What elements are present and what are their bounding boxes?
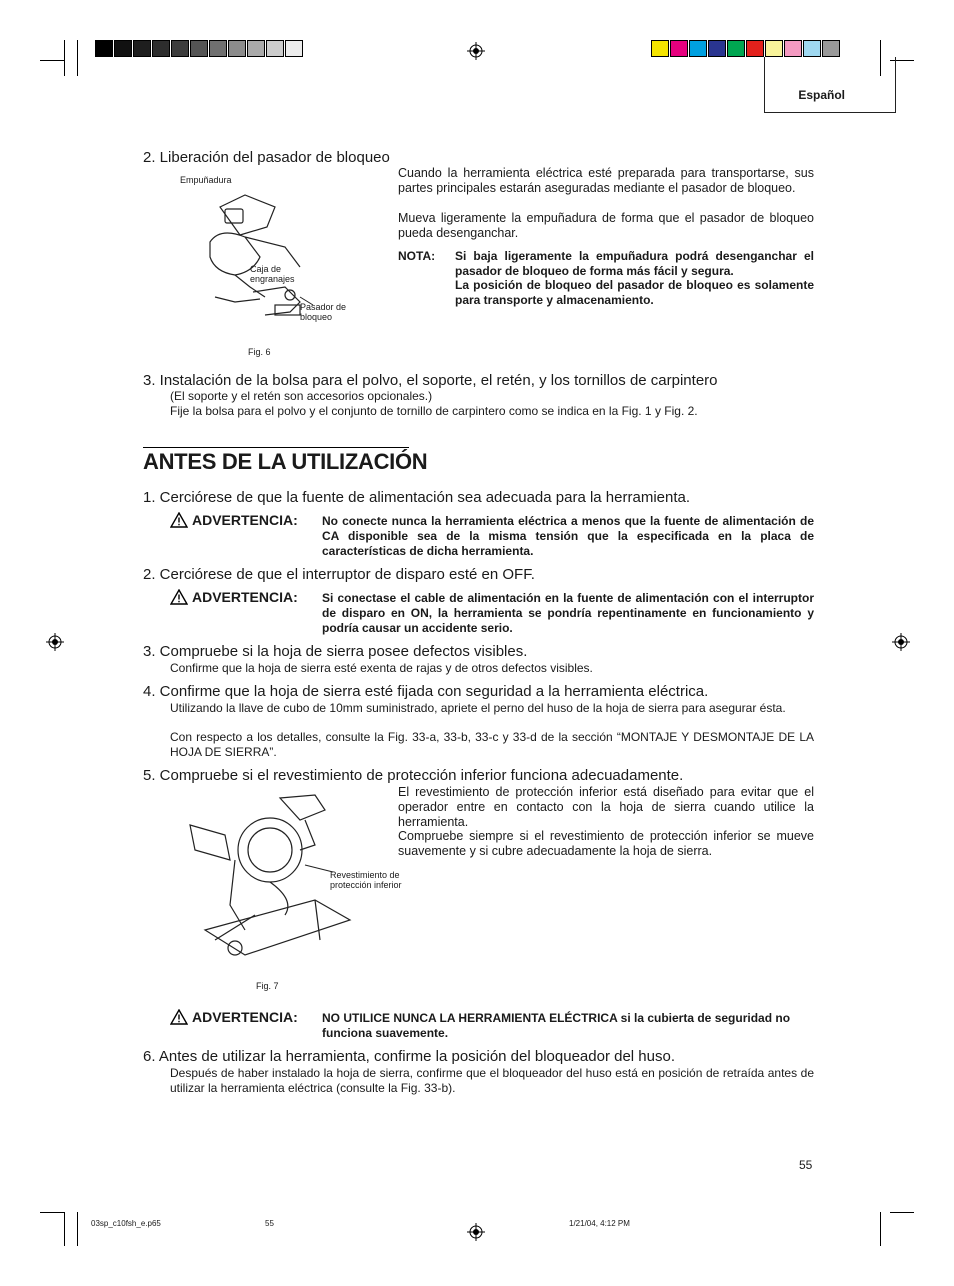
color-swatch — [247, 40, 265, 57]
list-item: 1. Cerciórese de que la fuente de alimentación sea adecuada para la herramienta. — [143, 489, 691, 506]
warning-text: NO UTILICE NUNCA LA HERRAMIENTA ELÉCTRICA si la cubierta de seguridad no funciona suavemente. — [322, 1011, 791, 1040]
list-item: 4. Confirme que la hoja de sierra esté fijada con seguridad a la herramienta eléctrica. — [143, 683, 709, 700]
paragraph: Fije la bolsa para el polvo y el conjunto de tornillo de carpintero como se indica en la Fig. 1 y Fig. 2. — [170, 404, 698, 418]
paragraph: Después de haber instalado la hoja de sierra, confirme que el bloqueador del huso está en posición de retraída antes de utilizar la herramienta eléctrica (consulte la Fig. 33-b). — [170, 1066, 814, 1095]
paragraph: Mueva ligeramente la empuñadura de forma que el pasador de bloqueo pueda desenganchar. — [398, 211, 814, 240]
color-swatch — [651, 40, 669, 57]
warning-text: No conecte nunca la herramienta eléctrica a menos que la fuente de alimentación de CA disponible sea de la misma tensión que la especificada en la placa de características de dicha herramienta. — [322, 514, 814, 558]
list-item: 5. Compruebe si el revestimiento de protección inferior funciona adecuadamente. — [143, 767, 684, 784]
note-text: La posición de bloqueo del pasador de bloqueo es solamente para transporte y almacenamiento. — [455, 278, 814, 307]
color-swatch — [171, 40, 189, 57]
warning-triangle-icon — [170, 589, 188, 605]
figure-7 — [180, 790, 415, 965]
paragraph: Compruebe siempre si el revestimiento de protección inferior se mueve suavemente y si cubre adecuadamente la hoja de sierra. — [398, 829, 814, 858]
slug-page: 55 — [265, 1219, 274, 1228]
registration-mark-icon — [467, 42, 485, 60]
warning-heading — [170, 589, 298, 605]
color-swatch — [114, 40, 132, 57]
warning-label: ADVERTENCIA: — [192, 589, 298, 605]
page-title: ANTES DE LA UTILIZACIÓN — [143, 449, 428, 474]
color-swatch — [708, 40, 726, 57]
color-swatch — [95, 40, 113, 57]
warning-text: Si conectase el cable de alimentación en la fuente de alimentación con el interruptor de disparo en ON, la herramienta se pondría repentinamente en funcionamiento y podría causar un accidente serio. — [322, 591, 814, 635]
warning-triangle-icon — [170, 512, 188, 528]
color-swatch — [133, 40, 151, 57]
language-label: Español — [798, 88, 845, 102]
color-swatch — [670, 40, 688, 57]
warning-triangle-icon — [170, 1009, 188, 1025]
color-swatch — [209, 40, 227, 57]
language-tab — [764, 57, 896, 113]
warning-heading — [170, 512, 298, 528]
figure-caption: Fig. 6 — [248, 347, 271, 357]
slug-file: 03sp_c10fsh_e.p65 — [91, 1219, 161, 1228]
registration-mark-icon — [892, 633, 910, 651]
warning-heading — [170, 1009, 298, 1025]
color-swatch — [190, 40, 208, 57]
subheading: (El soporte y el retén son accesorios opcionales.) — [170, 389, 433, 403]
slug-date: 1/21/04, 4:12 PM — [569, 1219, 630, 1228]
color-swatch — [765, 40, 783, 57]
color-swatch — [266, 40, 284, 57]
color-swatch — [152, 40, 170, 57]
paragraph: Utilizando la llave de cubo de 10mm suministrado, apriete el perno del huso de la hoja de sierra para asegurar ésta. — [170, 701, 786, 715]
title-rule — [143, 447, 409, 448]
color-swatch — [803, 40, 821, 57]
list-item: 6. Antes de utilizar la herramienta, confirme la posición del bloqueador del huso. — [143, 1048, 675, 1065]
registration-mark-icon — [46, 633, 64, 651]
color-swatch — [228, 40, 246, 57]
page-number: 55 — [799, 1158, 813, 1172]
fig-label-gear-box: Caja de engranajes — [250, 264, 295, 284]
color-swatch — [285, 40, 303, 57]
paragraph: Confirme que la hoja de sierra esté exenta de rajas y de otros defectos visibles. — [170, 661, 593, 675]
fig-label-lock-pin: Pasador de bloqueo — [300, 302, 347, 322]
color-swatch — [822, 40, 840, 57]
color-swatch — [746, 40, 764, 57]
figure-6 — [180, 172, 380, 362]
color-swatch — [784, 40, 802, 57]
registration-mark-icon — [467, 1223, 485, 1241]
color-swatch — [689, 40, 707, 57]
warning-label: ADVERTENCIA: — [192, 1009, 298, 1025]
paragraph: Con respecto a los detalles, consulte la Fig. 33-a, 33-b, 33-c y 33-d de la sección “MONTAJE Y DESMONTAJE DE LA HOJA DE SIERRA”. — [170, 730, 814, 759]
note-text: Si baja ligeramente la empuñadura podrá desenganchar el pasador de bloqueo de forma más fácil y segura. — [455, 249, 814, 278]
paragraph: El revestimiento de protección inferior está diseñado para evitar que el operador entre en contacto con la hoja de sierra cuando utilice la herramienta. — [398, 785, 814, 829]
figure-caption: Fig. 7 — [256, 981, 279, 991]
list-item: 2. Cerciórese de que el interruptor de disparo esté en OFF. — [143, 566, 535, 583]
section-heading: 3. Instalación de la bolsa para el polvo, el soporte, el retén, y los tornillos de carpintero — [143, 372, 718, 389]
section-heading: 2. Liberación del pasador de bloqueo — [143, 149, 390, 166]
color-swatch — [727, 40, 745, 57]
note-label: NOTA: — [398, 249, 436, 263]
fig-label-lower-guard: Revestimiento de protección inferior — [330, 870, 402, 890]
fig-label-handle: Empuñadura — [180, 175, 232, 185]
list-item: 3. Compruebe si la hoja de sierra posee defectos visibles. — [143, 643, 528, 660]
paragraph: Cuando la herramienta eléctrica esté preparada para transportarse, sus partes principales estarán aseguradas mediante el pasador de bloqueo. — [398, 166, 814, 195]
warning-label: ADVERTENCIA: — [192, 512, 298, 528]
